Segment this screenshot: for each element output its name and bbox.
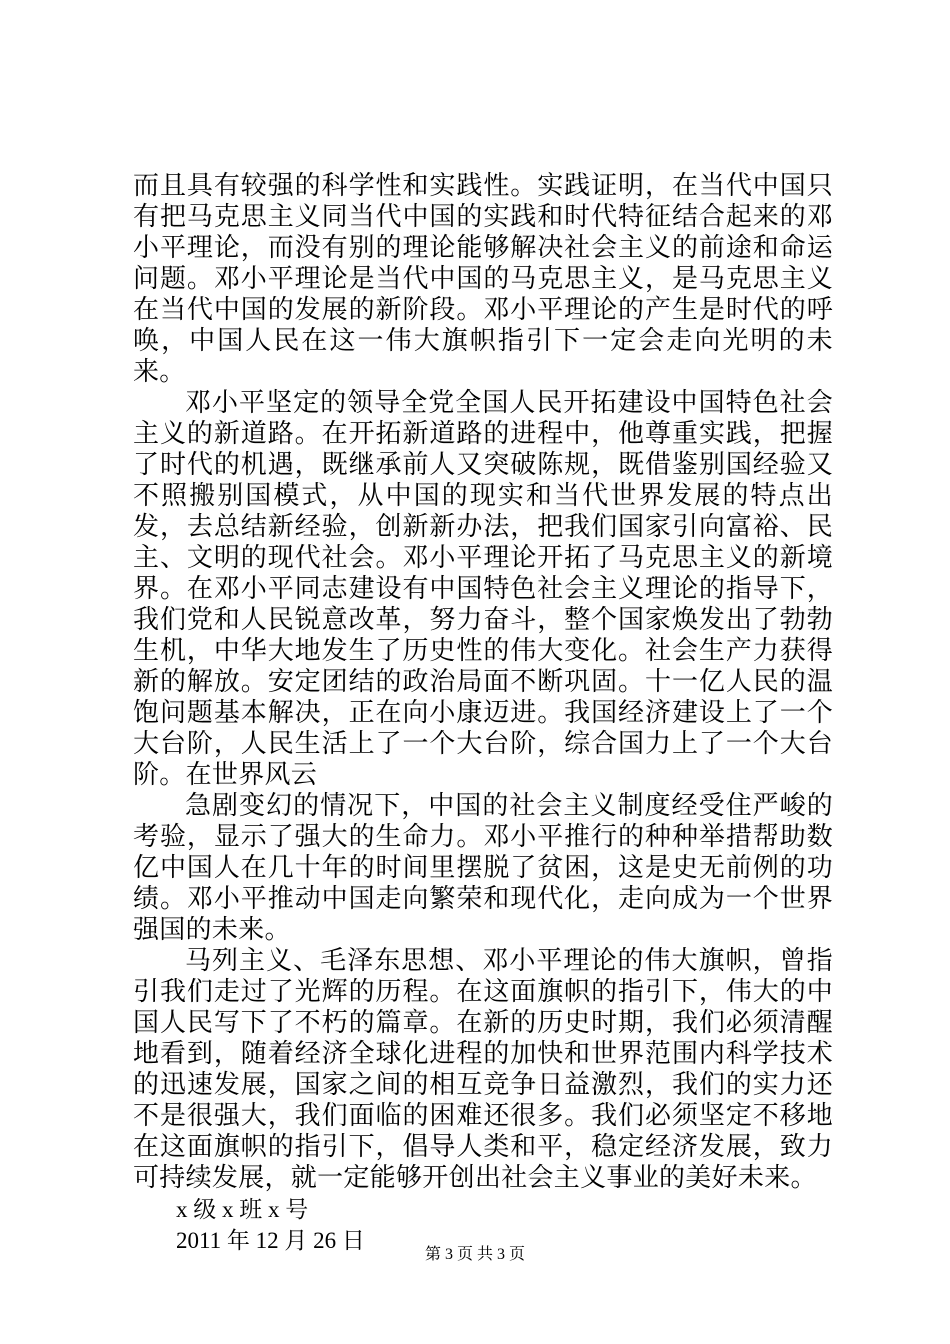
- paragraph-2: 邓小平坚定的领导全党全国人民开拓建设中国特色社会主义的新道路。在开拓新道路的进程中，他尊重实践，把握了时代的机遇，既继承前人又突破陈规，既借鉴别国经验又不照搬别国模式，从中国的现实和当代世界发展的特点出发，去总结新经验，创新新办法，把我们国家引向富裕、民主、文明的现代社会。邓小平理论开拓了马克思主义的新境界。在邓小平同志建设有中国特色社会主义理论的指导下，我们党和人民锐意改革，努力奋斗，整个国家焕发出了勃勃生机，中华大地发生了历史性的伟大变化。社会生产力获得新的解放。安定团结的政治局面不断巩固。十一亿人民的温饱问题基本解决，正在向小康迈进。我国经济建设上了一个大台阶，人民生活上了一个大台阶，综合国力上了一个大台阶。在世界风云: [133, 388, 833, 790]
- signature-line: x 级 x 班 x 号: [176, 1197, 309, 1222]
- paragraph-1: 而且具有较强的科学性和实践性。实践证明，在当代中国只有把马克思主义同当代中国的实践和时代特征结合起来的邓小平理论，而没有别的理论能够解决社会主义的前途和命运问题。邓小平理论是当代中国的马克思主义，是马克思主义在当代中国的发展的新阶段。邓小平理论的产生是时代的呼唤，中国人民在这一伟大旗帜指引下一定会走向光明的未来。: [133, 171, 833, 387]
- page-footer: 第 3 页 共 3 页: [424, 1246, 525, 1263]
- paragraph-4: 马列主义、毛泽东思想、邓小平理论的伟大旗帜，曾指引我们走过了光辉的历程。在这面旗帜的指引下，伟大的中国人民写下了不朽的篇章。在新的历史时期，我们必须清醒地看到，随着经济全球化进程的加快和世界范围内科学技术的迅速发展，国家之间的相互竞争日益激烈，我们的实力还不是很强大，我们面临的困难还很多。我们必须坚定不移地在这面旗帜的指引下，倡导人类和平，稳定经济发展，致力可持续发展，就一定能够开创出社会主义事业的美好未来。: [133, 946, 833, 1193]
- paragraph-3: 急剧变幻的情况下，中国的社会主义制度经受住严峻的考验，显示了强大的生命力。邓小平推行的种种举措帮助数亿中国人在几十年的时间里摆脱了贫困，这是史无前例的功绩。邓小平推动中国走向繁荣和现代化，走向成为一个世界强国的未来。: [133, 791, 833, 945]
- document-body: [133, 171, 833, 1256]
- date-line: 2011 年 12 月 26 日: [176, 1228, 365, 1253]
